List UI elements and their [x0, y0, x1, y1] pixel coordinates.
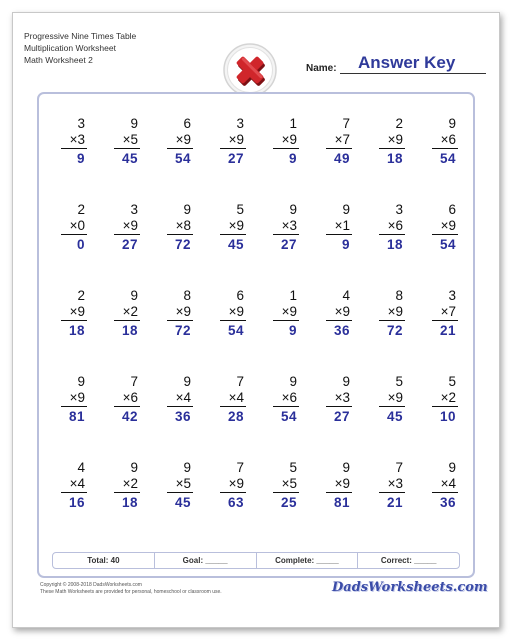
problem-rule: [114, 234, 140, 235]
problem-item: [364, 454, 416, 540]
problem-answer: 18: [121, 495, 138, 510]
problem-multiplier: ×9: [387, 390, 403, 405]
copyright-line-2: These Math Worksheets are provided for personal, homeschool or classroom use.: [40, 589, 222, 595]
red-x-icon: [222, 42, 278, 98]
problem-top-number: 6: [183, 116, 191, 131]
problem-item: [364, 110, 416, 196]
problem-rule: [273, 492, 299, 493]
problem-answer: 10: [439, 409, 456, 424]
problem-multiplier: ×9: [122, 218, 138, 233]
problem-rule: [114, 148, 140, 149]
problem-multiplier: ×9: [440, 218, 456, 233]
problem-top-number: 9: [130, 116, 138, 131]
problem-answer: 18: [68, 323, 85, 338]
problem-answer: 54: [439, 237, 456, 252]
problem-grid: [46, 110, 468, 540]
problem-answer: 9: [341, 237, 350, 252]
problem-rule: [61, 320, 87, 321]
problem-top-number: 9: [183, 374, 191, 389]
problem-answer: 27: [227, 151, 244, 166]
problem-item: [152, 282, 204, 368]
problem-top-number: 4: [342, 288, 350, 303]
problem-top-number: 3: [236, 116, 244, 131]
problem-answer: 63: [227, 495, 244, 510]
problem-rule: [61, 492, 87, 493]
problem-answer: 54: [280, 409, 297, 424]
problem-item: [417, 368, 469, 454]
name-field: [306, 53, 486, 76]
problem-rule: [61, 234, 87, 235]
problem-top-number: 6: [448, 202, 456, 217]
problem-rule: [379, 148, 405, 149]
problem-top-number: 9: [77, 374, 85, 389]
problem-item: [417, 196, 469, 282]
problem-top-number: 9: [448, 116, 456, 131]
problem-item: [152, 454, 204, 540]
brand-logo: DadsWorksheets.com: [332, 580, 488, 595]
problem-answer: 9: [288, 323, 297, 338]
problem-item: [364, 368, 416, 454]
problem-multiplier: ×3: [334, 390, 350, 405]
problem-item: [417, 454, 469, 540]
answer-key-label: Answer Key: [358, 53, 456, 72]
problem-multiplier: ×2: [122, 476, 138, 491]
problem-answer: 72: [174, 323, 191, 338]
problem-multiplier: ×8: [175, 218, 191, 233]
problem-multiplier: ×9: [175, 132, 191, 147]
problem-multiplier: ×9: [387, 304, 403, 319]
problem-multiplier: ×4: [228, 390, 244, 405]
problem-top-number: 3: [395, 202, 403, 217]
problem-answer: 21: [386, 495, 403, 510]
problems-panel: [37, 92, 475, 578]
problem-top-number: 5: [448, 374, 456, 389]
problem-multiplier: ×7: [440, 304, 456, 319]
problem-rule: [220, 320, 246, 321]
problem-item: [205, 368, 257, 454]
problem-multiplier: ×9: [281, 304, 297, 319]
problem-answer: 72: [174, 237, 191, 252]
problem-top-number: 9: [183, 460, 191, 475]
problem-item: [99, 368, 151, 454]
problem-multiplier: ×4: [440, 476, 456, 491]
problem-multiplier: ×9: [387, 132, 403, 147]
problem-answer: 16: [68, 495, 85, 510]
problem-rule: [379, 234, 405, 235]
problem-multiplier: ×6: [281, 390, 297, 405]
problem-top-number: 2: [395, 116, 403, 131]
problem-multiplier: ×6: [387, 218, 403, 233]
problem-top-number: 1: [289, 288, 297, 303]
problem-multiplier: ×9: [228, 304, 244, 319]
problem-item: [205, 110, 257, 196]
problem-item: [152, 368, 204, 454]
problem-top-number: 3: [448, 288, 456, 303]
problem-rule: [61, 148, 87, 149]
problem-answer: 81: [333, 495, 350, 510]
problem-item: [311, 454, 363, 540]
problem-answer: 49: [333, 151, 350, 166]
problem-rule: [167, 148, 193, 149]
problem-item: [152, 196, 204, 282]
problem-multiplier: ×5: [281, 476, 297, 491]
problem-multiplier: ×4: [175, 390, 191, 405]
problem-top-number: 5: [289, 460, 297, 475]
problem-rule: [432, 320, 458, 321]
problem-item: [152, 110, 204, 196]
problem-item: [205, 454, 257, 540]
problem-rule: [220, 492, 246, 493]
problem-item: [258, 110, 310, 196]
problem-multiplier: ×2: [122, 304, 138, 319]
problem-multiplier: ×4: [69, 476, 85, 491]
problem-top-number: 7: [236, 374, 244, 389]
problem-answer: 45: [121, 151, 138, 166]
problem-top-number: 9: [448, 460, 456, 475]
problem-answer: 25: [280, 495, 297, 510]
total-count: Total: 40: [87, 556, 120, 565]
problem-top-number: 7: [395, 460, 403, 475]
problem-item: [417, 110, 469, 196]
problem-top-number: 3: [130, 202, 138, 217]
problem-rule: [167, 234, 193, 235]
totals-bar: [52, 552, 460, 569]
problem-rule: [432, 406, 458, 407]
problem-top-number: 6: [236, 288, 244, 303]
problem-answer: 27: [280, 237, 297, 252]
title-line-3: Math Worksheet 2: [24, 55, 93, 65]
problem-multiplier: ×9: [69, 390, 85, 405]
problem-top-number: 8: [183, 288, 191, 303]
problem-rule: [273, 320, 299, 321]
problem-answer: 45: [386, 409, 403, 424]
problem-answer: 18: [121, 323, 138, 338]
problem-top-number: 5: [236, 202, 244, 217]
problem-multiplier: ×9: [281, 132, 297, 147]
problem-rule: [114, 406, 140, 407]
problem-rule: [167, 492, 193, 493]
problem-top-number: 9: [342, 374, 350, 389]
problem-multiplier: ×3: [69, 132, 85, 147]
problem-rule: [432, 492, 458, 493]
problem-multiplier: ×9: [228, 132, 244, 147]
problem-rule: [167, 320, 193, 321]
problem-multiplier: ×6: [440, 132, 456, 147]
copyright-line-1: Copyright © 2008-2018 DadsWorksheets.com: [40, 582, 142, 588]
problem-multiplier: ×5: [122, 132, 138, 147]
problem-answer: 9: [288, 151, 297, 166]
name-label: Name:: [306, 63, 337, 74]
problem-item: [205, 282, 257, 368]
problem-rule: [326, 148, 352, 149]
problem-item: [99, 110, 151, 196]
problem-item: [99, 196, 151, 282]
problem-multiplier: ×6: [122, 390, 138, 405]
problem-answer: 42: [121, 409, 138, 424]
problem-top-number: 8: [395, 288, 403, 303]
problem-rule: [61, 406, 87, 407]
problem-answer: 27: [121, 237, 138, 252]
problem-answer: 72: [386, 323, 403, 338]
problem-multiplier: ×9: [334, 304, 350, 319]
problem-answer: 54: [227, 323, 244, 338]
problem-item: [46, 454, 98, 540]
correct-field: Correct: _____: [357, 553, 459, 568]
problem-top-number: 2: [77, 288, 85, 303]
problem-answer: 54: [439, 151, 456, 166]
problem-item: [311, 368, 363, 454]
problem-rule: [220, 148, 246, 149]
problem-multiplier: ×3: [281, 218, 297, 233]
problem-rule: [273, 148, 299, 149]
problem-multiplier: ×2: [440, 390, 456, 405]
problem-answer: 36: [333, 323, 350, 338]
problem-top-number: 7: [342, 116, 350, 131]
problem-top-number: 1: [289, 116, 297, 131]
problem-item: [99, 454, 151, 540]
problem-top-number: 3: [77, 116, 85, 131]
problem-multiplier: ×9: [175, 304, 191, 319]
title-line-2: Multiplication Worksheet: [24, 43, 116, 53]
problem-item: [205, 196, 257, 282]
problem-answer: 36: [439, 495, 456, 510]
problem-rule: [379, 492, 405, 493]
problem-item: [258, 196, 310, 282]
problem-rule: [273, 234, 299, 235]
problem-top-number: 9: [289, 374, 297, 389]
problem-answer: 54: [174, 151, 191, 166]
problem-top-number: 9: [130, 288, 138, 303]
problem-answer: 0: [76, 237, 85, 252]
problem-answer: 9: [76, 151, 85, 166]
problem-rule: [114, 320, 140, 321]
name-line: [340, 73, 486, 74]
problem-answer: 28: [227, 409, 244, 424]
problem-item: [364, 282, 416, 368]
problem-rule: [326, 406, 352, 407]
problem-multiplier: ×9: [228, 218, 244, 233]
problem-top-number: 9: [342, 202, 350, 217]
problem-top-number: 7: [236, 460, 244, 475]
problem-rule: [114, 492, 140, 493]
problem-multiplier: ×0: [69, 218, 85, 233]
problem-rule: [167, 406, 193, 407]
problem-answer: 27: [333, 409, 350, 424]
problem-rule: [326, 320, 352, 321]
complete-field: Complete: _____: [256, 553, 358, 568]
problem-item: [258, 282, 310, 368]
problem-top-number: 2: [77, 202, 85, 217]
problem-answer: 45: [227, 237, 244, 252]
problem-multiplier: ×9: [228, 476, 244, 491]
copyright-notice: [40, 582, 222, 596]
problem-item: [417, 282, 469, 368]
problem-item: [311, 282, 363, 368]
problem-multiplier: ×1: [334, 218, 350, 233]
problem-answer: 18: [386, 151, 403, 166]
problem-answer: 18: [386, 237, 403, 252]
problem-item: [364, 196, 416, 282]
problem-rule: [326, 492, 352, 493]
problem-answer: 21: [439, 323, 456, 338]
problem-multiplier: ×7: [334, 132, 350, 147]
problem-rule: [432, 234, 458, 235]
problem-answer: 81: [68, 409, 85, 424]
goal-field: Goal: _____: [154, 553, 256, 568]
problem-answer: 45: [174, 495, 191, 510]
problem-answer: 36: [174, 409, 191, 424]
worksheet-title: [24, 30, 136, 66]
problem-item: [46, 368, 98, 454]
problem-top-number: 9: [289, 202, 297, 217]
problem-item: [258, 454, 310, 540]
problem-multiplier: ×9: [334, 476, 350, 491]
problem-top-number: 4: [77, 460, 85, 475]
problem-rule: [379, 320, 405, 321]
problem-top-number: 9: [183, 202, 191, 217]
problem-item: [258, 368, 310, 454]
problem-rule: [220, 234, 246, 235]
problem-item: [99, 282, 151, 368]
problem-item: [311, 196, 363, 282]
problem-rule: [326, 234, 352, 235]
problem-multiplier: ×3: [387, 476, 403, 491]
problem-top-number: 9: [342, 460, 350, 475]
problem-top-number: 9: [130, 460, 138, 475]
title-line-1: Progressive Nine Times Table: [24, 31, 137, 41]
problem-item: [46, 282, 98, 368]
problem-rule: [273, 406, 299, 407]
problem-multiplier: ×9: [69, 304, 85, 319]
problem-rule: [432, 148, 458, 149]
problem-top-number: 7: [130, 374, 138, 389]
problem-item: [46, 196, 98, 282]
problem-rule: [379, 406, 405, 407]
problem-rule: [220, 406, 246, 407]
problem-multiplier: ×5: [175, 476, 191, 491]
problem-item: [311, 110, 363, 196]
problem-top-number: 5: [395, 374, 403, 389]
problem-item: [46, 110, 98, 196]
